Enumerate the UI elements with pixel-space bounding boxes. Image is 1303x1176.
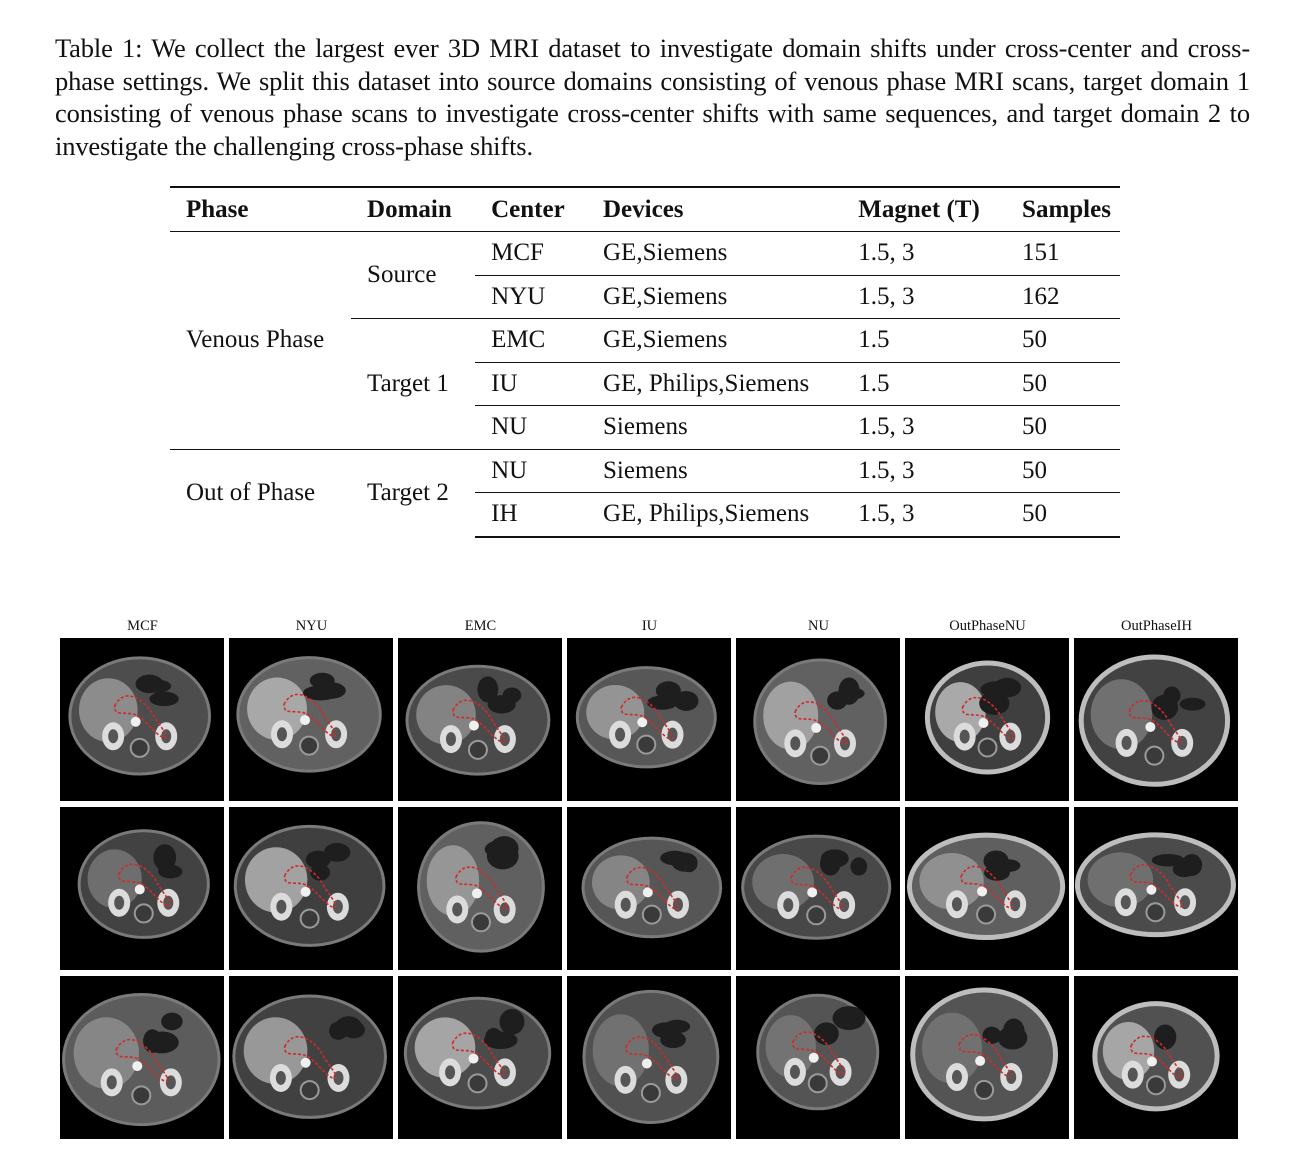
table-row	[170, 449, 1120, 493]
phase-out: Out of Phase	[170, 449, 351, 537]
column-title: NYU	[295, 618, 328, 634]
cell-magnet: 1.5	[842, 362, 1006, 406]
table-header-row	[170, 187, 1120, 232]
cell-devices: Siemens	[587, 449, 842, 493]
cell-samples: 151	[1022, 239, 1060, 267]
cell-magnet: 1.5, 3	[842, 406, 1006, 450]
mri-slice-image	[1074, 976, 1238, 1139]
domain-target-1: Target 1	[351, 319, 475, 450]
cell-magnet: 1.5, 3	[842, 493, 1006, 537]
column-title: NU	[808, 618, 829, 634]
table-row	[170, 232, 1120, 276]
mri-slice-image	[567, 976, 731, 1139]
cell-samples: 162	[1006, 275, 1120, 319]
header-devices: Devices	[587, 187, 842, 232]
cell-center: IH	[475, 493, 587, 537]
mri-slice-image	[229, 807, 393, 970]
column-title: OutPhaseNU	[949, 618, 1026, 634]
cell-samples: 50	[1006, 406, 1120, 450]
cell-samples: 50	[1006, 319, 1120, 363]
cell-magnet: 1.5, 3	[842, 449, 1006, 493]
cell-devices: GE,Siemens	[587, 319, 842, 363]
cell-samples: 50	[1006, 362, 1120, 406]
cell-samples: 50	[1006, 493, 1120, 537]
mri-slice-image	[398, 976, 562, 1139]
mri-slice-image	[567, 638, 731, 801]
mri-slice-image	[398, 807, 562, 970]
domain-source: Source	[367, 261, 437, 288]
cell-center: MCF	[491, 239, 544, 267]
cell-devices: Siemens	[587, 406, 842, 450]
mri-slice-image	[398, 638, 562, 801]
mri-slice-image	[736, 976, 900, 1139]
mri-slice-image	[905, 976, 1069, 1139]
cell-center: EMC	[475, 319, 587, 363]
mri-figure	[60, 618, 1238, 638]
header-center: Center	[475, 187, 587, 232]
dataset-table-grid	[170, 186, 1120, 538]
mri-slice-image	[229, 638, 393, 801]
header-samples: Samples	[1006, 187, 1120, 232]
mri-slice-image	[736, 638, 900, 801]
cell-center: NU	[475, 449, 587, 493]
mri-slice-image	[905, 807, 1069, 970]
header-phase: Phase	[170, 187, 351, 232]
cell-devices: GE,Siemens	[603, 239, 728, 267]
cell-magnet: 1.5, 3	[842, 275, 1006, 319]
header-magnet: Magnet (T)	[842, 187, 1006, 232]
cell-center: IU	[475, 362, 587, 406]
cell-devices: GE, Philips,Siemens	[587, 362, 842, 406]
cell-center: NU	[475, 406, 587, 450]
mri-slice-image	[567, 807, 731, 970]
mri-slice-image	[229, 976, 393, 1139]
column-title: MCF	[127, 618, 158, 634]
cell-devices: GE,Siemens	[587, 275, 842, 319]
dataset-table	[170, 186, 1120, 538]
cell-center: NYU	[475, 275, 587, 319]
column-title: EMC	[464, 618, 497, 634]
cell-magnet: 1.5	[842, 319, 1006, 363]
mri-slice-image	[60, 638, 224, 801]
mri-slice-image	[905, 638, 1069, 801]
cell-samples: 50	[1006, 449, 1120, 493]
mri-slice-image	[1074, 807, 1238, 970]
domain-target-2: Target 2	[351, 449, 475, 537]
column-title: OutPhaseIH	[1121, 618, 1192, 634]
table-caption: Table 1: We collect the largest ever 3D MRI dataset to investigate domain shifts under cross-center and cross-phase settings. We split this dataset into source domains consisting of venous phase MRI scans, target domain 1 consisting of venous phase scans to investigate cross-center shifts with same sequences, and target domain 2 to investigate the challenging cross-phase shifts.	[55, 33, 1250, 161]
mri-slice-image	[60, 807, 224, 970]
mri-slice-image	[60, 976, 224, 1139]
mri-slice-image	[736, 807, 900, 970]
column-title: IU	[641, 618, 658, 634]
cell-devices: GE, Philips,Siemens	[587, 493, 842, 537]
header-domain: Domain	[351, 187, 475, 232]
mri-slice-image	[1074, 638, 1238, 801]
cell-magnet: 1.5, 3	[858, 239, 915, 267]
figure-column-titles	[60, 618, 1238, 638]
phase-venous: Venous Phase	[186, 326, 325, 354]
